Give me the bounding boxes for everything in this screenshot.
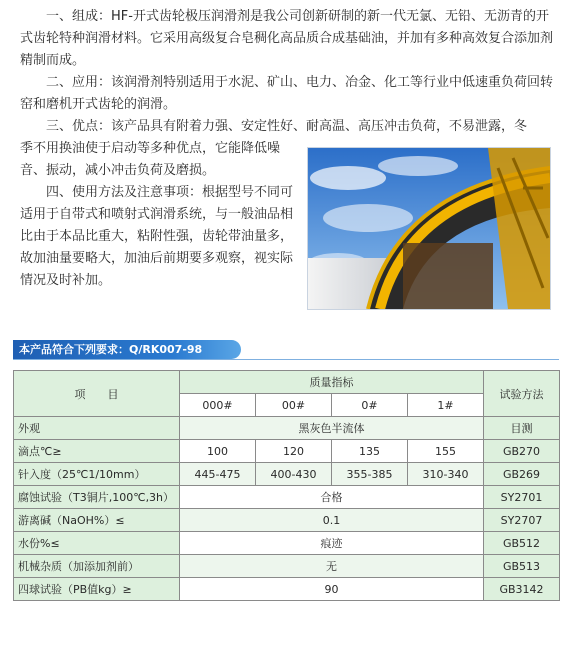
row-item: 滴点℃≥ [14,440,180,463]
row-method: GB513 [484,555,560,578]
table-row [14,509,560,532]
row-value: 445-475 [180,463,256,486]
standard-banner: 本产品符合下列要求：Q/RK007-98 [13,340,241,359]
row-value: 310-340 [408,463,484,486]
row-method: GB512 [484,532,560,555]
row-value: 痕迹 [180,532,484,555]
specification-table [13,370,560,601]
paragraph-advantages-first-line: 三、优点：该产品具有附着力强、安定性好、耐高温、高压冲击负荷，不易泄露，冬 [46,119,528,134]
table-row [14,555,560,578]
table-row [14,578,560,601]
quality-header: 质量指标 [180,371,484,394]
gear-photo-illustration [308,148,550,309]
grade-header: 000# [180,394,256,417]
row-item: 针入度（25℃1/10mm） [14,463,180,486]
item-header: 项 目 [14,371,180,417]
paragraph-application: 二、应用：该润滑剂特别适用于水泥、矿山、电力、冶金、化工等行业中低速重负荷回转窑和磨机开式齿轮的润滑。 [20,75,554,112]
row-value: 400-430 [256,463,332,486]
row-value: 0.1 [180,509,484,532]
row-item: 四球试验（PB值kg）≥ [14,578,180,601]
row-method: GB3142 [484,578,560,601]
gear-machinery-photo [307,147,551,310]
row-value: 355-385 [332,463,408,486]
grade-header: 1# [408,394,484,417]
row-value: 120 [256,440,332,463]
row-item: 腐蚀试验（T3铜片,100℃,3h） [14,486,180,509]
row-value: 100 [180,440,256,463]
row-item: 外观 [14,417,180,440]
row-method: GB270 [484,440,560,463]
row-value: 无 [180,555,484,578]
row-item: 水份%≤ [14,532,180,555]
method-header: 试验方法 [484,371,560,417]
row-value: 黑灰色半流体 [180,417,484,440]
row-value: 90 [180,578,484,601]
table-row [14,440,560,463]
table-row [14,463,560,486]
row-value: 合格 [180,486,484,509]
row-method: SY2701 [484,486,560,509]
row-method: 目测 [484,417,560,440]
table-row [14,417,560,440]
row-item: 游离碱（NaOH%）≤ [14,509,180,532]
row-value: 155 [408,440,484,463]
banner-divider [13,359,559,360]
table-header-row [14,371,560,394]
table-row [14,532,560,555]
grade-header: 0# [332,394,408,417]
paragraph-composition: 一、组成：HF-开式齿轮极压润滑剂是我公司创新研制的新一代无氯、无铅、无沥青的开式齿轮特种润滑材料。它采用高级复合皂稠化高品质合成基础油，并加有多种高效复合添加剂精制而成。 [20,9,554,68]
table-row [14,486,560,509]
row-method: GB269 [484,463,560,486]
row-item: 机械杂质（加添加剂前） [14,555,180,578]
row-method: SY2707 [484,509,560,532]
row-value: 135 [332,440,408,463]
grade-header: 00# [256,394,332,417]
paragraph-advantages-rest: 季不用换油使于启动等多种优点，它能降低噪音、振动，减小冲击负荷及磨损。 [20,141,281,178]
paragraph-usage: 四、使用方法及注意事项：根据型号不同可适用于自带式和喷射式润滑系统，与一般油品相比由于本品比重大，粘附性强，齿轮带油量多，故加油量要略大，加油后前期要多观察，视实际情况及时补加。 [20,185,294,288]
